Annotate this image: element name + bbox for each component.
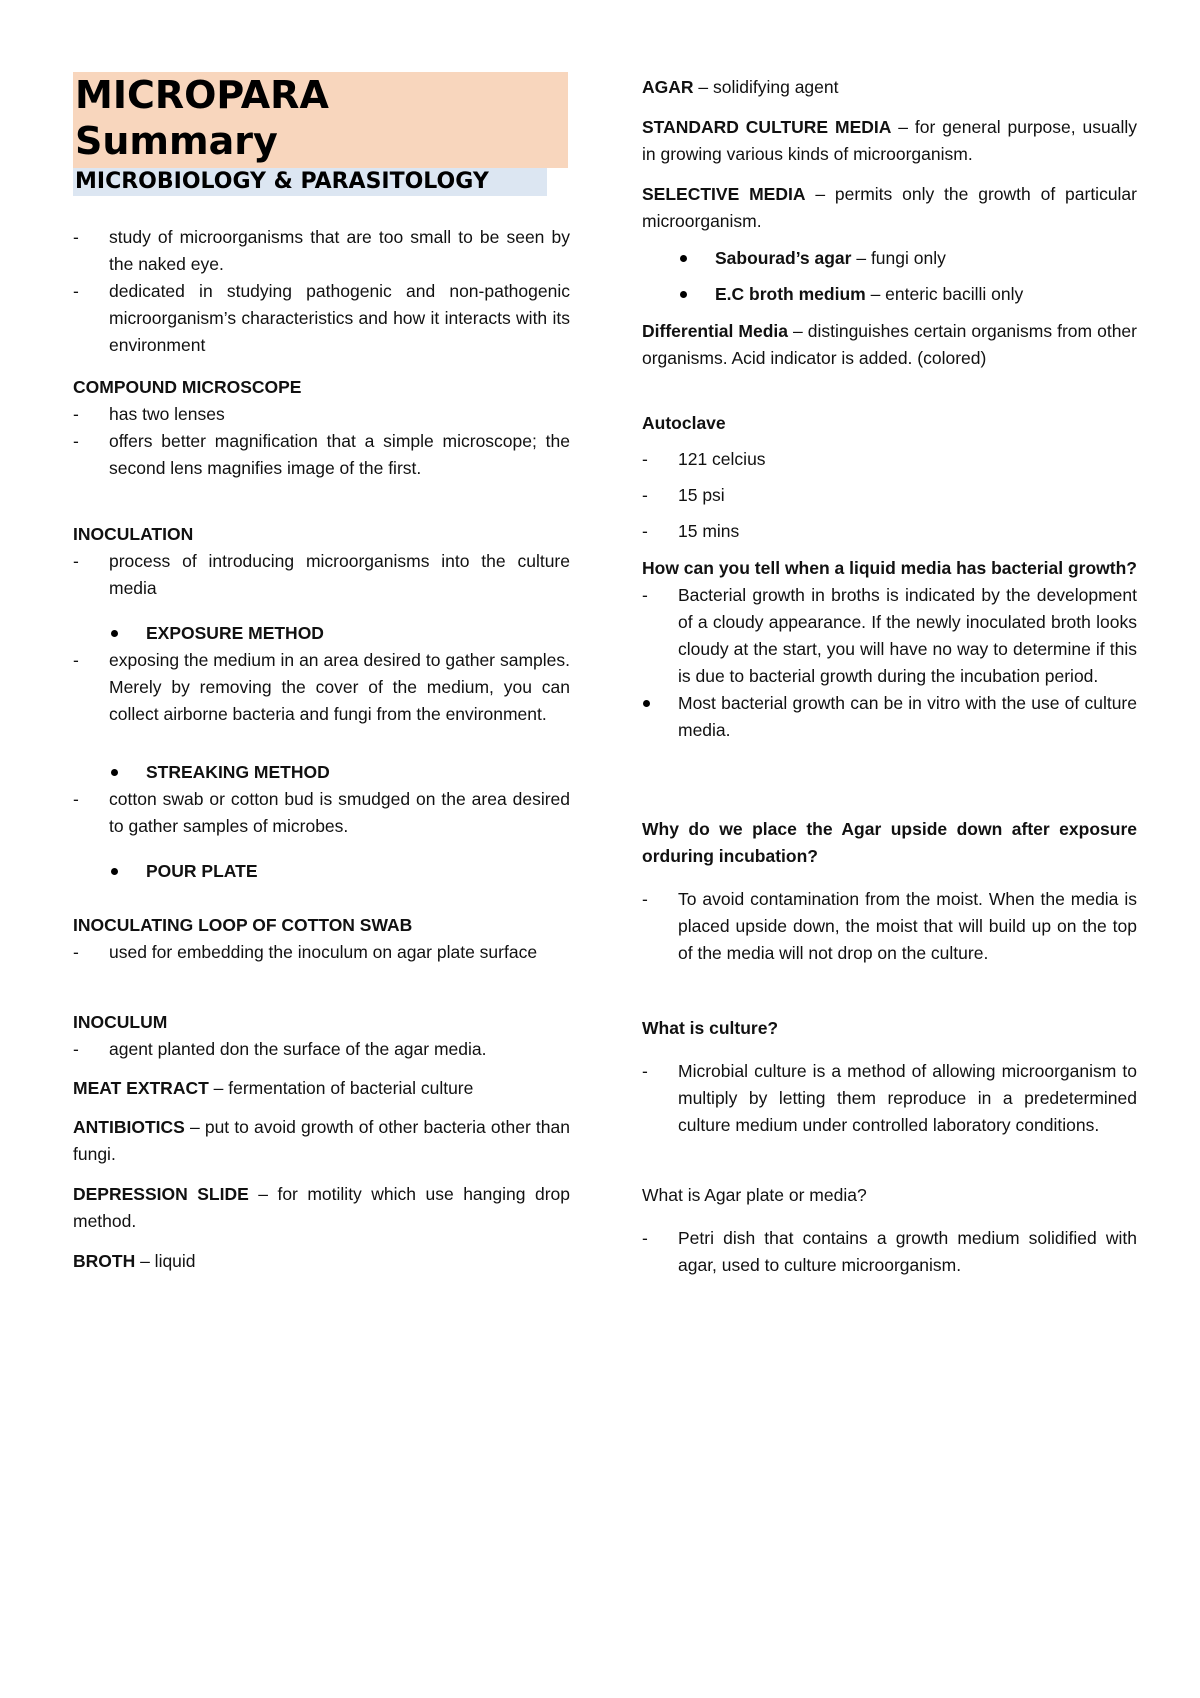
question-heading: Why do we place the Agar upside down after exposure orduring incubation? — [642, 819, 1137, 866]
term: SELECTIVE MEDIA — [642, 184, 806, 204]
dash-mark: - — [642, 521, 648, 541]
question-heading: What is culture? — [642, 1018, 779, 1038]
dash-mark: - — [73, 404, 79, 424]
answer-text: Petri dish that contains a growth medium solidified with agar, used to culture microorganism. — [678, 1228, 1137, 1275]
list-item — [642, 446, 1137, 473]
list-item — [73, 548, 570, 602]
section-heading: COMPOUND MICROSCOPE — [73, 377, 302, 397]
list-item — [642, 582, 1137, 690]
title-line-1: MICROPARA — [75, 73, 329, 117]
dash-mark: - — [73, 281, 79, 301]
section-heading: INOCULATING LOOP OF COTTON SWAB — [73, 915, 413, 935]
dash-mark: - — [642, 485, 648, 505]
term: ANTIBIOTICS — [73, 1117, 185, 1137]
bullet-dot — [680, 255, 687, 262]
definition: – enteric bacilli only — [865, 284, 1024, 304]
definition: – put to avoid growth of other bacteria other than fungi. — [73, 1117, 570, 1164]
inoculation-section — [73, 521, 570, 602]
term: E.C broth medium — [715, 284, 866, 304]
title-block — [73, 72, 568, 168]
dash-mark: - — [642, 585, 648, 605]
liquid-growth-question — [642, 555, 1137, 744]
dash-mark: - — [73, 227, 79, 247]
list-item — [642, 886, 1137, 967]
dash-mark: - — [73, 789, 79, 809]
list-text: has two lenses — [109, 404, 225, 424]
dash-mark: - — [642, 889, 648, 909]
bullet-item — [73, 620, 570, 647]
dash-mark: - — [73, 1039, 79, 1059]
answer-text: Most bacterial growth can be in vitro with the use of culture media. — [678, 693, 1137, 740]
list-item — [73, 1036, 570, 1063]
dash-mark: - — [73, 942, 79, 962]
culture-question — [642, 1015, 1137, 1139]
list-item — [73, 428, 570, 482]
subheading: EXPOSURE METHOD — [146, 623, 324, 643]
list-text: exposing the medium in an area desired to gather samples. Merely by removing the cover of the medium, you can collect airborne bacteria and fungi from the environment. — [109, 650, 570, 724]
list-text: used for embedding the inoculum on agar plate surface — [109, 942, 538, 962]
list-text: 15 mins — [678, 521, 740, 541]
loop-section — [73, 912, 570, 966]
agar-definition — [642, 74, 1137, 101]
bullet-dot — [680, 291, 687, 298]
standard-media-definition — [642, 114, 1137, 168]
term: DEPRESSION SLIDE — [73, 1184, 249, 1204]
list-text: cotton swab or cotton bud is smudged on the area desired to gather samples of microbes. — [109, 789, 570, 836]
list-text: process of introducing microorganisms into the culture media — [109, 551, 570, 598]
term: MEAT EXTRACT — [73, 1078, 209, 1098]
dash-mark: - — [73, 650, 79, 670]
broth-definition — [73, 1248, 570, 1275]
list-text: agent planted don the surface of the agar media. — [109, 1039, 487, 1059]
inoculum-section — [73, 1009, 570, 1063]
list-item — [73, 278, 570, 359]
definition: – solidifying agent — [693, 77, 839, 97]
dash-mark: - — [642, 449, 648, 469]
bullet-item — [642, 245, 1137, 272]
definition: – liquid — [135, 1251, 196, 1271]
list-item — [73, 786, 570, 840]
definition: – fermentation of bacterial culture — [208, 1078, 474, 1098]
dash-mark: - — [642, 1061, 648, 1081]
term: Sabourad’s agar — [715, 248, 852, 268]
answer-text: Bacterial growth in broths is indicated by the development of a cloudy appearance. If the newly inoculated broth looks cloudy at the start, you will have no way to determine if this is due to bacterial growth during the incubation period. — [678, 585, 1137, 686]
list-item — [642, 690, 1137, 744]
bullet-dot — [111, 630, 118, 637]
question-heading: How can you tell when a liquid media has bacterial growth? — [642, 558, 1137, 578]
autoclave-section — [642, 410, 1137, 545]
intro-text-2: dedicated in studying pathogenic and non-pathogenic microorganism’s characteristics and how it interacts with its environment — [109, 281, 570, 355]
definition: – for general purpose, usually in growing various kinds of microorganism. — [642, 117, 1138, 164]
bullet-dot — [111, 868, 118, 875]
subheading: STREAKING METHOD — [146, 762, 330, 782]
section-heading: INOCULATION — [73, 524, 194, 544]
answer-text: Microbial culture is a method of allowing microorganism to multiply by letting them reproduce in a predetermined culture medium under controlled laboratory conditions. — [678, 1061, 1137, 1135]
term: Differential Media — [642, 321, 788, 341]
bullet-item — [73, 858, 570, 885]
list-item — [642, 1058, 1137, 1139]
list-item — [642, 482, 1137, 509]
term: AGAR — [642, 77, 694, 97]
list-item — [73, 939, 570, 966]
agar-plate-question — [642, 1182, 1137, 1279]
question-heading: What is Agar plate or media? — [642, 1185, 867, 1205]
dash-mark: - — [73, 431, 79, 451]
selective-media-definition — [642, 181, 1137, 235]
subheading: POUR PLATE — [146, 861, 258, 881]
term: BROTH — [73, 1251, 136, 1271]
list-item — [73, 647, 570, 728]
list-item — [642, 518, 1137, 545]
bullet-item — [642, 281, 1137, 308]
upside-down-question — [642, 816, 1137, 967]
selective-examples — [642, 245, 1137, 308]
streaking-section — [73, 759, 570, 840]
definition: – distinguishes certain organisms from other organisms. Acid indicator is added. (colored) — [642, 321, 1137, 368]
depression-slide-definition — [73, 1181, 570, 1235]
antibiotics-definition — [73, 1114, 570, 1168]
intro-text-1: study of microorganisms that are too small to be seen by the naked eye. — [109, 227, 570, 274]
section-heading: Autoclave — [642, 413, 726, 433]
list-item — [73, 224, 570, 278]
pour-section — [73, 858, 570, 885]
differential-media-definition — [642, 318, 1137, 372]
intro-list — [73, 224, 570, 359]
bullet-dot — [643, 700, 650, 707]
compound-section — [73, 374, 570, 482]
definition: – for motility which use hanging drop method. — [73, 1184, 570, 1231]
definition: – permits only the growth of particular microorganism. — [642, 184, 1137, 231]
answer-text: To avoid contamination from the moist. When the media is placed upside down, the moist that will build up on the top of the media will not drop on the culture. — [678, 889, 1137, 963]
list-text: 15 psi — [678, 485, 725, 505]
list-item — [642, 1225, 1137, 1279]
term: STANDARD CULTURE MEDIA — [642, 117, 892, 137]
section-heading: INOCULUM — [73, 1012, 168, 1032]
list-item — [73, 401, 570, 428]
title-line-2: Summary — [75, 119, 278, 163]
subtitle: MICROBIOLOGY & PARASITOLOGY — [73, 168, 547, 196]
dash-mark: - — [642, 1228, 648, 1248]
definition: – fungi only — [851, 248, 946, 268]
exposure-section — [73, 620, 570, 728]
list-text: offers better magnification that a simple microscope; the second lens magnifies image of the first. — [109, 431, 570, 478]
dash-mark: - — [73, 551, 79, 571]
bullet-item — [73, 759, 570, 786]
bullet-dot — [111, 769, 118, 776]
meat-extract-definition — [73, 1075, 570, 1102]
list-text: 121 celcius — [678, 449, 766, 469]
